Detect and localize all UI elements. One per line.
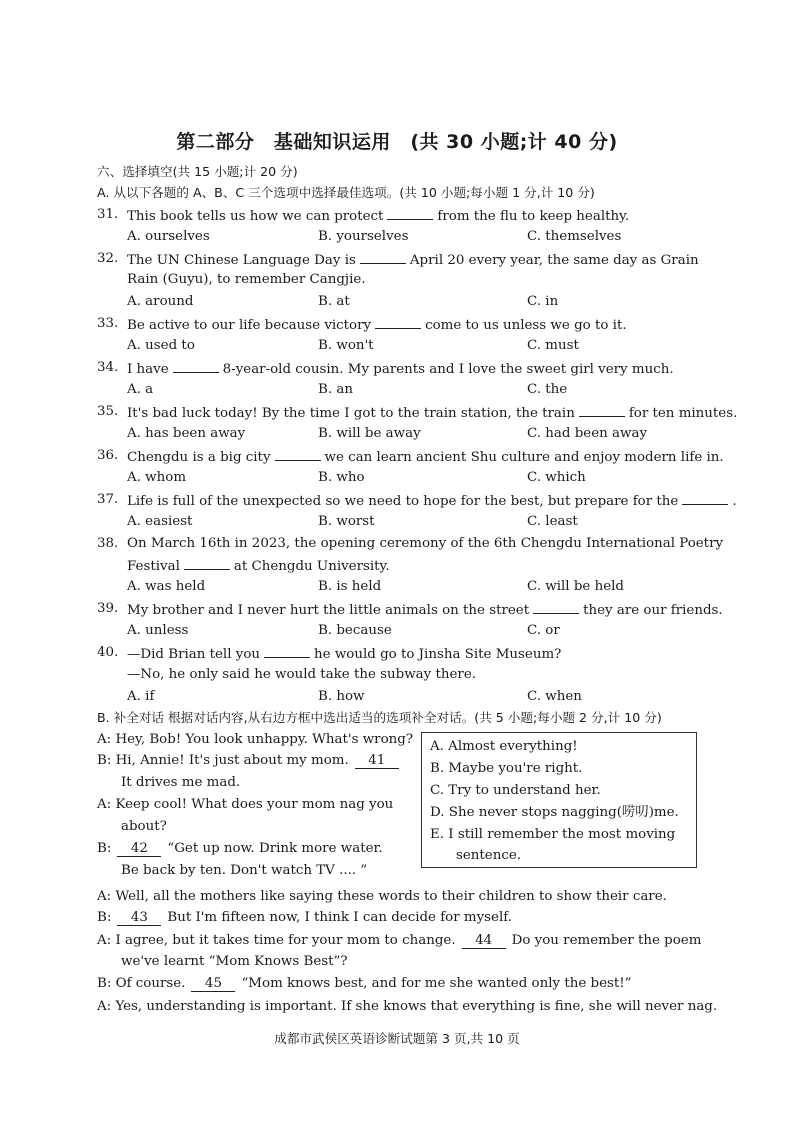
dialogue-line-cont: we've learnt “Mom Knows Best”?	[121, 954, 348, 969]
option-a: A. whom	[127, 470, 187, 485]
option-b: B. is held	[318, 579, 382, 594]
option-a: A. ourselves	[127, 229, 210, 244]
question-number: 35.	[97, 404, 119, 419]
option-c: C. in	[527, 294, 559, 309]
dialogue-line: B: Hi, Annie! It's just about my mom. 41	[97, 752, 405, 770]
dialogue-line: B: 42 “Get up now. Drink more water.	[97, 841, 383, 856]
option-b: B. because	[318, 623, 392, 638]
option-c: C. will be held	[527, 579, 625, 594]
part-b-instructions: B. 补全对话 根据对话内容,从右边方框中选出适当的选项补全对话。(共 5 小题;每小题 2 分,计 10 分)	[97, 710, 662, 725]
question-number: 34.	[97, 360, 119, 375]
dialogue-line-cont: about?	[121, 819, 167, 834]
question-number: 33.	[97, 316, 119, 331]
dialogue-line: B: 43 But I'm fifteen now, I think I can decide for myself.	[97, 910, 512, 925]
option-c: C. or	[527, 623, 560, 638]
option-a: A. if	[127, 689, 155, 704]
options-box	[421, 732, 697, 868]
dialogue-line-cont: It drives me mad.	[121, 775, 241, 790]
option-a: A. easiest	[127, 514, 193, 529]
question-number: 32.	[97, 251, 119, 266]
question-stem: My brother and I never hurt the little animals on the street they are our friends.	[127, 600, 723, 620]
answer-blank	[682, 491, 728, 505]
option-b: B. yourselves	[318, 229, 409, 244]
option-c: C. which	[527, 470, 586, 485]
box-option-cont: sentence.	[456, 848, 522, 863]
box-option: A. Almost everything!	[430, 739, 578, 754]
answer-blank	[360, 250, 406, 264]
option-b: B. worst	[318, 514, 375, 529]
option-a: A. around	[127, 294, 194, 309]
option-b: B. will be away	[318, 426, 421, 441]
blank-44: 44	[462, 933, 506, 949]
page-footer: 成都市武侯区英语诊断试题第 3 页,共 10 页	[274, 1031, 520, 1046]
answer-blank	[579, 403, 625, 417]
answer-blank	[375, 315, 421, 329]
option-a: A. was held	[127, 579, 206, 594]
dialogue-line-cont: Be back by ten. Don't watch TV .... ”	[121, 863, 368, 878]
question-number: 37.	[97, 492, 119, 507]
blank-41: 41	[355, 753, 399, 769]
question-stem-cont: Rain (Guyu), to remember Cangjie.	[127, 272, 366, 287]
box-option: C. Try to understand her.	[430, 783, 601, 798]
box-option: D. She never stops nagging(唠叨)me.	[430, 805, 679, 820]
option-c: C. the	[527, 382, 568, 397]
option-a: A. a	[127, 382, 154, 397]
dialogue-line: A: I agree, but it takes time for your mom to change. 44 Do you remember the poem	[97, 933, 702, 948]
answer-blank	[533, 600, 579, 614]
question-stem-cont: —No, he only said he would take the subway there.	[127, 667, 476, 682]
question-stem: —Did Brian tell you he would go to Jinsha Site Museum?	[127, 644, 561, 664]
question-stem: The UN Chinese Language Day is April 20 every year, the same day as Grain	[127, 250, 699, 270]
question-number: 36.	[97, 448, 119, 463]
option-c: C. least	[527, 514, 578, 529]
question-number: 39.	[97, 601, 119, 616]
answer-blank	[264, 644, 310, 658]
answer-blank	[184, 556, 230, 570]
dialogue-line: A: Keep cool! What does your mom nag you	[97, 797, 394, 812]
dialogue-line: A: Hey, Bob! You look unhappy. What's wrong?	[97, 732, 414, 747]
answer-blank	[387, 206, 433, 220]
question-number: 31.	[97, 207, 119, 222]
option-c: C. themselves	[527, 229, 622, 244]
page-title: 第二部分 基础知识运用 (共 30 小题;计 40 分)	[176, 131, 618, 153]
question-stem: Life is full of the unexpected so we need to hope for the best, but prepare for the .	[127, 491, 737, 511]
question-number: 40.	[97, 645, 119, 660]
question-stem: I have 8-year-old cousin. My parents and I love the sweet girl very much.	[127, 359, 674, 379]
question-stem: It's bad luck today! By the time I got to the train station, the train for ten minutes.	[127, 403, 737, 423]
answer-blank	[275, 447, 321, 461]
blank-43: 43	[117, 910, 161, 926]
option-a: A. has been away	[127, 426, 246, 441]
dialogue-line: A: Yes, understanding is important. If she knows that everything is fine, she will never nag.	[97, 999, 718, 1014]
question-stem: This book tells us how we can protect from the flu to keep healthy.	[127, 206, 629, 226]
option-c: C. must	[527, 338, 579, 353]
dialogue-line: A: Well, all the mothers like saying these words to their children to show their care.	[97, 889, 667, 904]
question-stem-cont: Festival at Chengdu University.	[127, 556, 390, 576]
blank-42: 42	[117, 841, 161, 857]
option-b: B. how	[318, 689, 365, 704]
option-b: B. won't	[318, 338, 374, 353]
question-stem: Chengdu is a big city we can learn ancient Shu culture and enjoy modern life in.	[127, 447, 724, 467]
box-option: B. Maybe you're right.	[430, 761, 583, 776]
dialogue-line: B: Of course. 45 “Mom knows best, and for me she wanted only the best!”	[97, 976, 632, 991]
answer-blank	[173, 359, 219, 373]
question-number: 38.	[97, 536, 119, 551]
part-a-instructions: A. 从以下各题的 A、B、C 三个选项中选择最佳选项。(共 10 小题;每小题 1 分,计 10 分)	[97, 185, 595, 200]
section-heading: 六、选择填空(共 15 小题;计 20 分)	[97, 164, 298, 179]
blank-45: 45	[191, 976, 235, 992]
question-stem: Be active to our life because victory come to us unless we go to it.	[127, 315, 627, 335]
option-a: A. used to	[127, 338, 195, 353]
option-b: B. at	[318, 294, 350, 309]
option-a: A. unless	[127, 623, 189, 638]
option-b: B. who	[318, 470, 365, 485]
option-b: B. an	[318, 382, 353, 397]
box-option: E. I still remember the most moving	[430, 827, 676, 842]
option-c: C. had been away	[527, 426, 648, 441]
option-c: C. when	[527, 689, 582, 704]
question-stem: On March 16th in 2023, the opening ceremony of the 6th Chengdu International Poetry	[127, 536, 724, 551]
